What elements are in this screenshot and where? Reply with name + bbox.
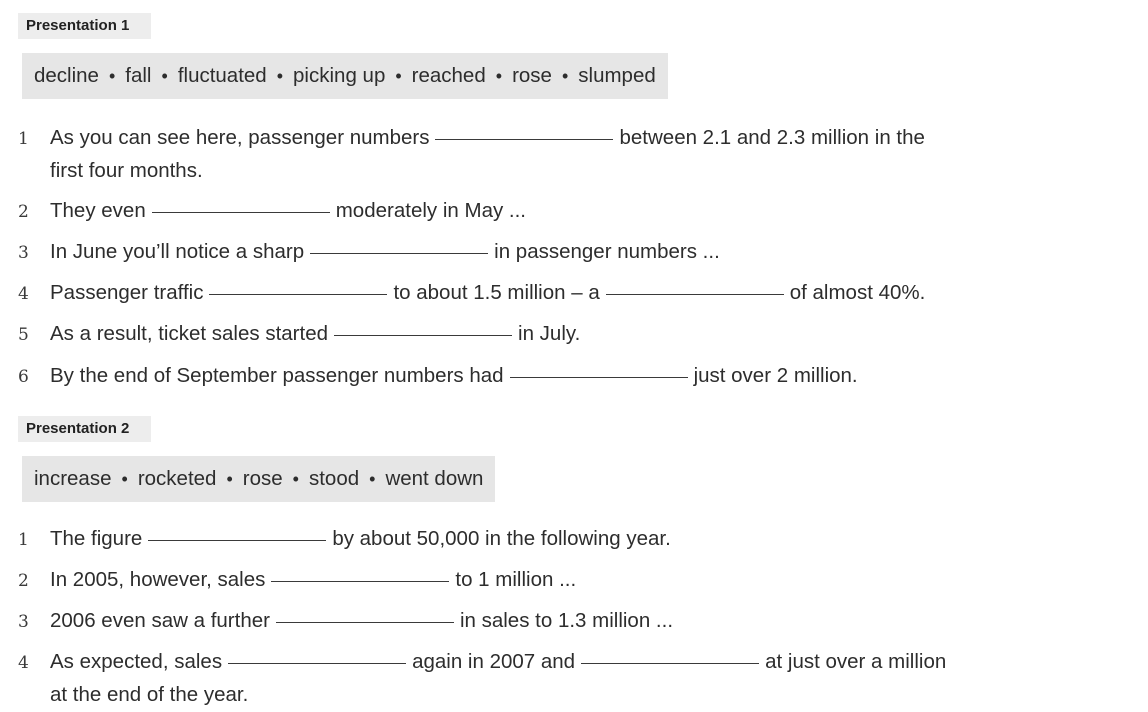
bullet-separator: •	[395, 66, 402, 86]
word-option: picking up	[293, 64, 386, 87]
word-option: increase	[34, 467, 112, 490]
exercise-item	[18, 195, 526, 228]
exercise-item	[18, 318, 580, 351]
word-option: rocketed	[137, 467, 217, 490]
bullet-separator: •	[226, 469, 233, 489]
item-number: 1	[18, 530, 29, 550]
item-text: of almost 40%.	[789, 281, 926, 304]
exercise-item	[18, 360, 858, 393]
word-option: stood	[308, 467, 360, 490]
item-text: in July.	[518, 322, 581, 345]
word-option: rose	[512, 64, 552, 87]
item-number: 3	[18, 612, 29, 632]
answer-blank[interactable]	[228, 662, 406, 664]
word-option: reached	[411, 64, 486, 87]
bullet-separator: •	[276, 66, 284, 86]
item-text: between 2.1 and 2.3 million in the	[619, 126, 925, 149]
item-text: in passenger numbers ...	[494, 240, 720, 263]
exercise-item	[18, 646, 946, 710]
item-continuation: first four months.	[50, 159, 203, 182]
item-number: 2	[18, 202, 29, 222]
word-box-2	[22, 456, 495, 502]
bullet-separator: •	[495, 66, 503, 86]
answer-blank[interactable]	[510, 376, 688, 378]
item-number: 1	[18, 129, 29, 149]
item-number: 6	[18, 367, 29, 387]
item-text: In 2005, however, sales	[50, 568, 266, 591]
item-text: to 1 million ...	[455, 568, 577, 591]
answer-blank[interactable]	[209, 293, 387, 295]
item-continuation: at the end of the year.	[50, 683, 249, 706]
exercise-item	[18, 236, 720, 269]
presentation-2-label: Presentation 2	[18, 416, 151, 442]
item-text: by about 50,000 in the following year.	[332, 527, 671, 550]
bullet-separator: •	[121, 469, 128, 489]
item-number: 4	[18, 284, 29, 304]
item-text: As you can see here, passenger numbers	[50, 126, 430, 149]
bullet-separator: •	[161, 66, 168, 86]
word-box-1	[22, 53, 668, 99]
word-option: went down	[385, 467, 484, 490]
item-text: The figure	[50, 527, 143, 550]
bullet-separator: •	[561, 66, 569, 86]
item-number: 5	[18, 325, 29, 345]
item-number: 4	[18, 653, 29, 673]
item-text: in sales to 1.3 million ...	[459, 609, 674, 632]
word-option: slumped	[578, 64, 656, 87]
exercise-item	[18, 122, 925, 186]
answer-blank[interactable]	[152, 211, 330, 213]
answer-blank[interactable]	[276, 621, 454, 623]
item-text: As a result, ticket sales started	[50, 322, 329, 345]
answer-blank[interactable]	[435, 138, 613, 140]
exercise-item	[18, 523, 671, 556]
item-number: 2	[18, 571, 29, 591]
word-option: fluctuated	[177, 64, 267, 87]
item-number: 3	[18, 243, 29, 263]
bullet-separator: •	[369, 469, 376, 489]
presentation-1-label: Presentation 1	[18, 13, 151, 39]
answer-blank[interactable]	[271, 580, 449, 582]
answer-blank[interactable]	[606, 293, 784, 295]
bullet-separator: •	[108, 66, 116, 86]
answer-blank[interactable]	[334, 334, 512, 336]
item-text: In June you’ll notice a sharp	[50, 240, 305, 263]
item-text: 2006 even saw a further	[50, 609, 270, 632]
word-option: fall	[125, 64, 152, 87]
word-option: decline	[34, 64, 99, 87]
item-text: Passenger traffic	[50, 281, 204, 304]
item-text: moderately in May ...	[335, 199, 526, 222]
answer-blank[interactable]	[581, 662, 759, 664]
item-text: As expected, sales	[50, 650, 223, 673]
item-text: at just over a million	[765, 650, 947, 673]
item-text: to about 1.5 million – a	[393, 281, 600, 304]
exercise-item	[18, 605, 673, 638]
item-text: again in 2007 and	[412, 650, 576, 673]
exercise-item	[18, 277, 925, 310]
item-text: They even	[50, 199, 146, 222]
item-text: By the end of September passenger numbers had	[50, 364, 504, 387]
item-text: just over 2 million.	[693, 364, 858, 387]
bullet-separator: •	[292, 469, 299, 489]
answer-blank[interactable]	[148, 539, 326, 541]
answer-blank[interactable]	[310, 252, 488, 254]
exercise-item	[18, 564, 576, 597]
word-option: rose	[242, 467, 283, 490]
